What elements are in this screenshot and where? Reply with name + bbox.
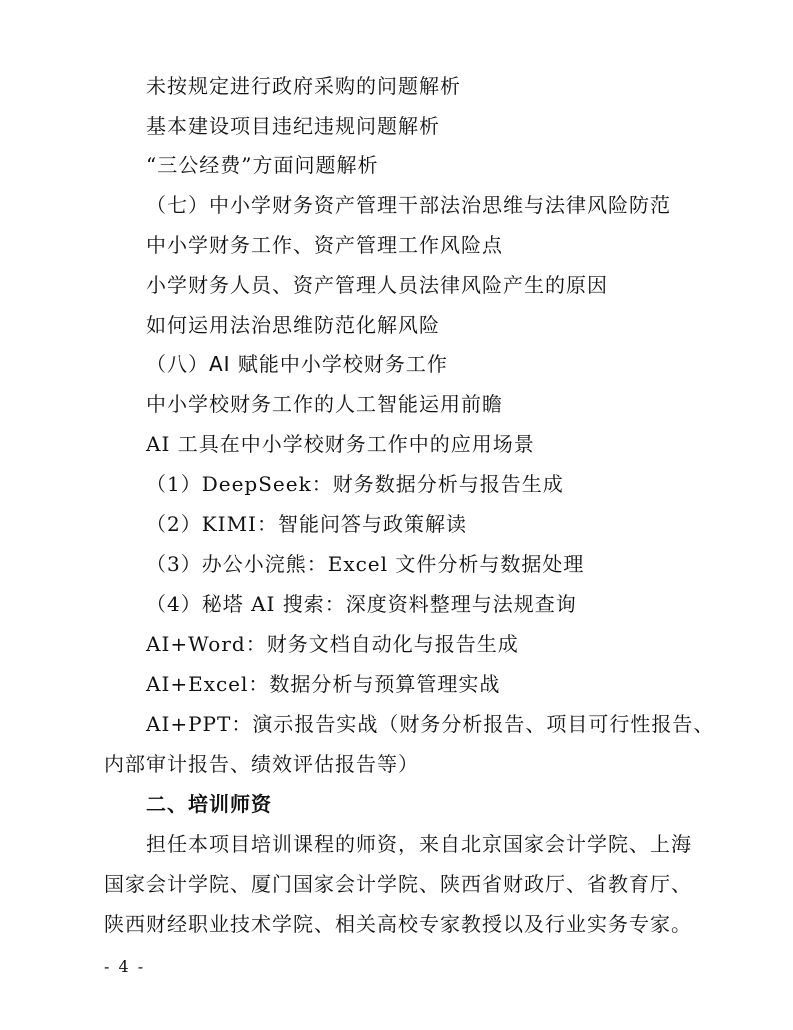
- text-line: 中小学校财务工作的人工智能运用前瞻: [146, 392, 503, 416]
- text-line: （4）秘塔 AI 搜索：深度资料整理与法规查询: [146, 592, 577, 616]
- text-line: （3）办公小浣熊：Excel 文件分析与数据处理: [146, 552, 585, 576]
- text-line: 小学财务人员、资产管理人员法律风险产生的原因: [146, 273, 608, 297]
- text-line: AI+Excel：数据分析与预算管理实战: [146, 672, 501, 696]
- paragraph-line: 陕西财经职业技术学院、相关高校专家教授以及行业实务专家。: [104, 912, 692, 936]
- text-line: 内部审计报告、绩效评估报告等）: [104, 752, 419, 776]
- text-line: AI 工具在中小学校财务工作中的应用场景: [146, 432, 535, 456]
- paragraph-line: 国家会计学院、厦门国家会计学院、陕西省财政厅、省教育厅、: [104, 872, 692, 896]
- text-line: （2）KIMI：智能问答与政策解读: [146, 512, 467, 536]
- text-line: “三公经费”方面问题解析: [146, 153, 379, 177]
- section-subheading: （八）AI 赋能中小学校财务工作: [146, 352, 448, 376]
- text-line: （1）DeepSeek：财务数据分析与报告生成: [146, 472, 564, 496]
- text-line: 如何运用法治思维防范化解风险: [146, 313, 440, 337]
- text-line: 中小学财务工作、资产管理工作风险点: [146, 233, 503, 257]
- text-line: 基本建设项目违纪违规问题解析: [146, 114, 440, 138]
- paragraph-line: 担任本项目培训课程的师资，来自北京国家会计学院、上海: [146, 832, 692, 856]
- text-line: 未按规定进行政府采购的问题解析: [146, 74, 461, 98]
- section-heading: 二、培训师资: [146, 792, 272, 816]
- page-number: - 4 -: [104, 957, 146, 976]
- text-line: AI+Word：财务文档自动化与报告生成: [146, 632, 519, 656]
- text-line: AI+PPT：演示报告实战（财务分析报告、项目可行性报告、: [146, 712, 715, 736]
- section-subheading: （七）中小学财务资产管理干部法治思维与法律风险防范: [146, 193, 671, 217]
